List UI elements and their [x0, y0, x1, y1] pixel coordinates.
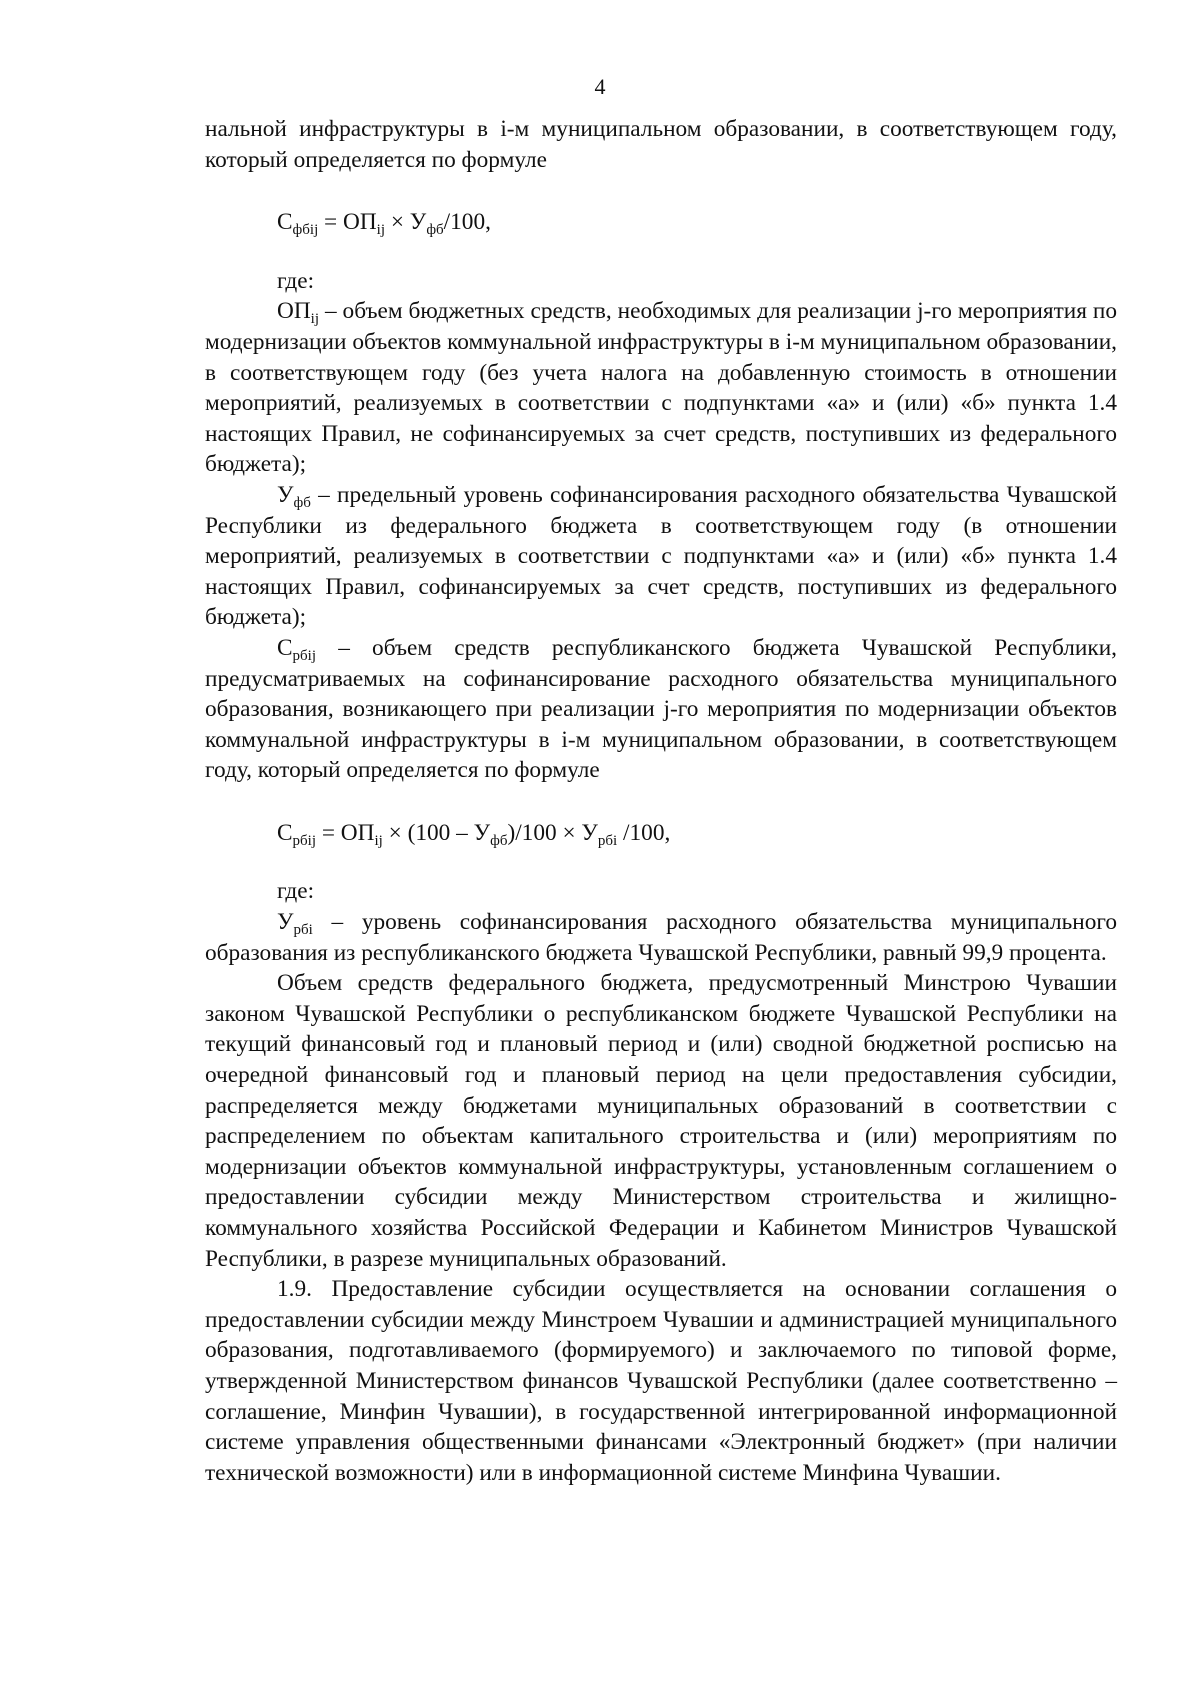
- where-label-1: где:: [277, 267, 315, 294]
- document-body: [205, 114, 1117, 1488]
- where-label-2: где:: [277, 878, 315, 905]
- formula-crb: $С_{рбij} = ОП_{ij} \times (100 - У_{фб})/100 \times У_{рбi}$ /100,: [277, 819, 671, 849]
- paragraph-1-9: 1.9. Предоставление субсидии осуществляется на основании соглашения о предоставлении субсидии между Минстроем Чувашии и администрацией муниципального образования, подготавливаемого (формируемого) и заключаемого по типовой форме, утвержденной Министерством финансов Чувашской Республики (далее соответственно – соглашение, Минфин Чувашии), в государственной интегрированной информационной системе управления общественными финансами «Электронный бюджет» (при наличии технической возможности) или в информационной системе Минфина Чувашии.: [205, 1276, 1117, 1486]
- definition-op: $ОП_{ij}$ – объем бюджетных средств, необходимых для реализации j-го мероприятия по модернизации объектов коммунальной инфраструктуры в i-м муниципальном образовании, в соответствующем году (без учета налога на добавленную стоимость в отношении мероприятий, реализуемых в соответствии с подпунктами «а» и (или) «б» пункта 1.4 настоящих Правил, не софинансируемых за счет средств, поступивших из федерального бюджета);: [205, 298, 1117, 478]
- page-number: 4: [594, 74, 606, 99]
- definition-urb: $У_{рбi}$ – уровень софинансирования расходного обязательства муниципального образования из республиканского бюджета Чувашской Республики, равный 99,9 процента.: [205, 909, 1117, 966]
- paragraph-federal-budget: Объем средств федерального бюджета, предусмотренный Минстрою Чувашии законом Чувашской Республики о республиканском бюджете Чувашской Республики на текущий финансовый год и плановый период и (или) сводной бюджетной росписью на очередной финансовый год и плановый период на цели предоставления субсидии, распределяется между бюджетами муниципальных образований в соответствии с распределением по объектам капитального строительства и (или) мероприятиям по модернизации объектов коммунальной инфраструктуры, установленным соглашением о предоставлении субсидии между Министерством строительства и жилищно-коммунального хозяйства Российской Федерации и Кабинетом Министров Чувашской Республики, в разрезе муниципальных образований.: [205, 970, 1117, 1272]
- formula-cfb: $С_{фбij} = ОП_{ij} \times У_{фб}/100$,: [277, 209, 491, 239]
- definition-crb: $С_{рбij}$ – объем средств республиканского бюджета Чувашской Республики, предусматриваемых на софинансирование расходного обязательства муниципального образования, возникающего при реализации j-го мероприятия по модернизации объектов коммунальной инфраструктуры в i-м муниципальном образовании, в соответствующем году, который определяется по формуле: [205, 634, 1117, 784]
- definition-ufb: $У_{фб}$ – предельный уровень софинансирования расходного обязательства Чувашской Республики из федерального бюджета в соответствующем году (в отношении мероприятий, реализуемых в соответствии с подпунктами «а» и (или) «б» пункта 1.4 настоящих Правил, софинансируемых за счет средств, поступивших из федерального бюджета);: [205, 481, 1117, 631]
- paragraph-intro: нальной инфраструктуры в i-м муниципальном образовании, в соответствующем году, который определяется по формуле: [205, 116, 1117, 173]
